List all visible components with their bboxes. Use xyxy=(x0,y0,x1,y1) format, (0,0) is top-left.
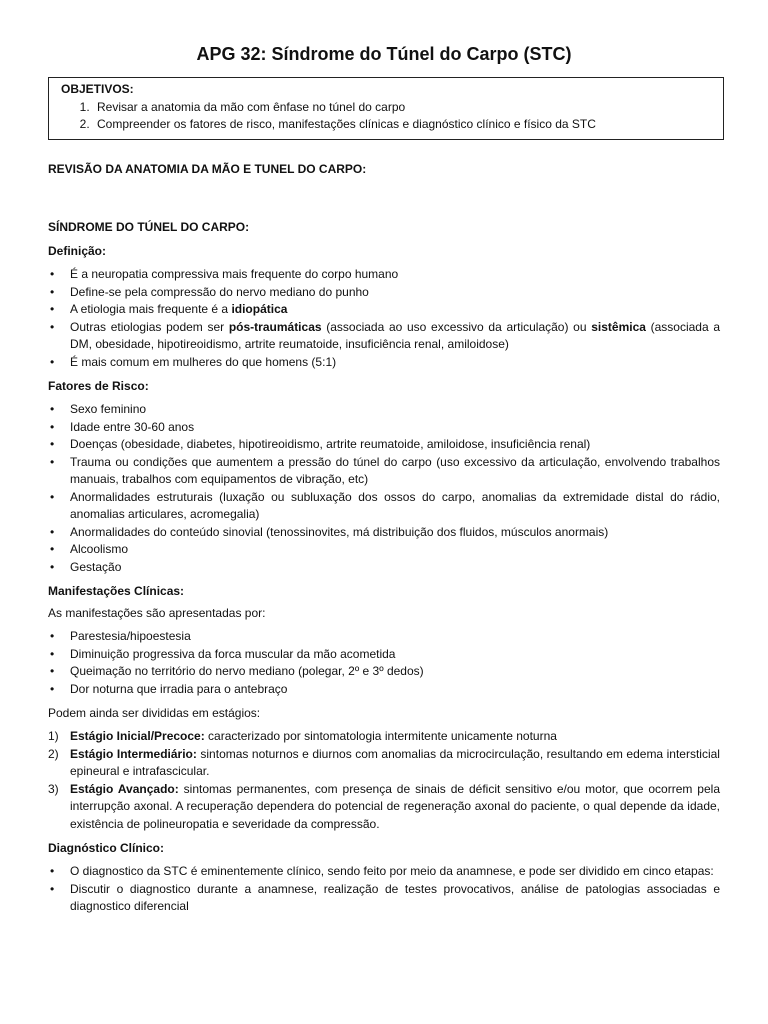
list-item: • Queimação no território do nervo mediano (polegar, 2º e 3º dedos) xyxy=(70,663,720,681)
list-item xyxy=(70,301,720,319)
list-item xyxy=(70,319,720,354)
list-item: • Discutir o diagnostico durante a anamnese, realização de testes provocativos, análise de patologias associadas e diagnostico diferencial xyxy=(70,881,720,916)
list-item: • Idade entre 30-60 anos xyxy=(70,419,720,437)
stage-label: Estágio Avançado: xyxy=(70,781,179,796)
risk-factors-heading: Fatores de Risco: xyxy=(48,379,149,393)
stage-text: sintomas noturnos e diurnos com anomalias da microcirculação, resultando em edema intersticial epineural e intrafascicular. xyxy=(70,746,720,778)
objectives-box xyxy=(48,77,724,140)
objectives-heading: OBJETIVOS: xyxy=(61,82,134,96)
definition-heading: Definição: xyxy=(48,244,107,258)
list-item: • Gestação xyxy=(70,559,720,577)
list-item: • Dor noturna que irradia para o antebraço xyxy=(70,681,720,699)
stage-number: 2) xyxy=(48,746,59,761)
text-segment: A etiologia mais frequente é a xyxy=(70,302,232,316)
stage-item xyxy=(48,781,720,834)
text-segment: Outras etiologias podem ser xyxy=(70,319,229,334)
list-item: • Define-se pela compressão do nervo mediano do punho xyxy=(70,284,720,302)
clinical-diagnosis-heading: Diagnóstico Clínico: xyxy=(48,841,165,855)
stage-item xyxy=(48,746,720,781)
list-item: • Doenças (obesidade, diabetes, hipotireoidismo, artrite reumatoide, amiloidose, insuficiência renal) xyxy=(70,436,720,454)
stage-label: Estágio Inicial/Precoce: xyxy=(70,729,205,743)
list-item: • É a neuropatia compressiva mais frequente do corpo humano xyxy=(70,266,720,284)
text-segment: (associada a DM, obesidade, hipotireoidismo, artrite reumatoide, insuficiência renal, amiloidose) xyxy=(70,319,721,351)
list-item: • Sexo feminino xyxy=(70,401,720,419)
list-item: • Alcoolismo xyxy=(70,541,720,559)
bold-segment: pós-traumáticas xyxy=(228,319,322,334)
list-item: • O diagnostico da STC é eminentemente clínico, sendo feito por meio da anamnese, e pode ser dividido em cinco etapas: xyxy=(70,863,720,881)
risk-factors-list xyxy=(48,401,720,576)
stages-list xyxy=(48,728,720,833)
definition-list xyxy=(48,266,720,371)
list-item: • Anormalidades estruturais (luxação ou subluxação dos ossos do carpo, anomalias da extremidade distal do rádio, anomalias articulares, acromegalia) xyxy=(70,489,720,524)
document-title: APG 32: Síndrome do Túnel do Carpo (STC) xyxy=(196,44,572,64)
manifestations-list xyxy=(48,628,720,698)
objectives-list xyxy=(49,99,723,133)
stage-text: sintomas permanentes, com presença de sinais de déficit sensitivo e/ou motor, que ocorrem pela interrupção axonal. A recuperação dependera do potencial de regeneração axonal do paciente, o qual depende da idade, existência de polineuropatia e severidade da compressão. xyxy=(70,781,720,831)
stages-intro: Podem ainda ser divididas em estágios: xyxy=(48,706,261,720)
stage-number: 3) xyxy=(48,781,59,796)
clinical-manifestations-heading: Manifestações Clínicas: xyxy=(48,584,185,598)
stage-text: caracterizado por sintomatologia intermitente unicamente noturna xyxy=(204,729,557,743)
text-segment: (associada ao uso excessivo da articulação) ou xyxy=(321,319,592,334)
bold-segment: idiopática xyxy=(231,302,288,316)
bold-segment: sistêmica xyxy=(591,319,646,334)
list-item: • É mais comum em mulheres do que homens (5:1) xyxy=(70,354,720,372)
anatomy-section-heading: REVISÃO DA ANATOMIA DA MÃO E TUNEL DO CARPO: xyxy=(48,162,367,176)
list-item: • Diminuição progressiva da forca muscular da mão acometida xyxy=(70,646,720,664)
objective-item: 2. Compreender os fatores de risco, manifestações clínicas e diagnóstico clínico e físico da STC xyxy=(93,116,723,133)
stage-label: Estágio Intermediário: xyxy=(70,746,197,761)
stc-section-heading: SÍNDROME DO TÚNEL DO CARPO: xyxy=(48,220,250,234)
stage-number: 1) xyxy=(48,729,59,743)
diagnosis-list xyxy=(48,863,720,916)
objective-item: 1. Revisar a anatomia da mão com ênfase no túnel do carpo xyxy=(93,99,723,116)
manifestations-intro: As manifestações são apresentadas por: xyxy=(48,606,266,620)
list-item: • Anormalidades do conteúdo sinovial (tenossinovites, má distribuição dos fluidos, músculos anormais) xyxy=(70,524,720,542)
stage-item xyxy=(48,728,720,746)
list-item: • Parestesia/hipoestesia xyxy=(70,628,720,646)
list-item: • Trauma ou condições que aumentem a pressão do túnel do carpo (uso excessivo da articulação, envolvendo trabalhos manuais, trabalhos com equipamentos de vibração, etc) xyxy=(70,454,720,489)
